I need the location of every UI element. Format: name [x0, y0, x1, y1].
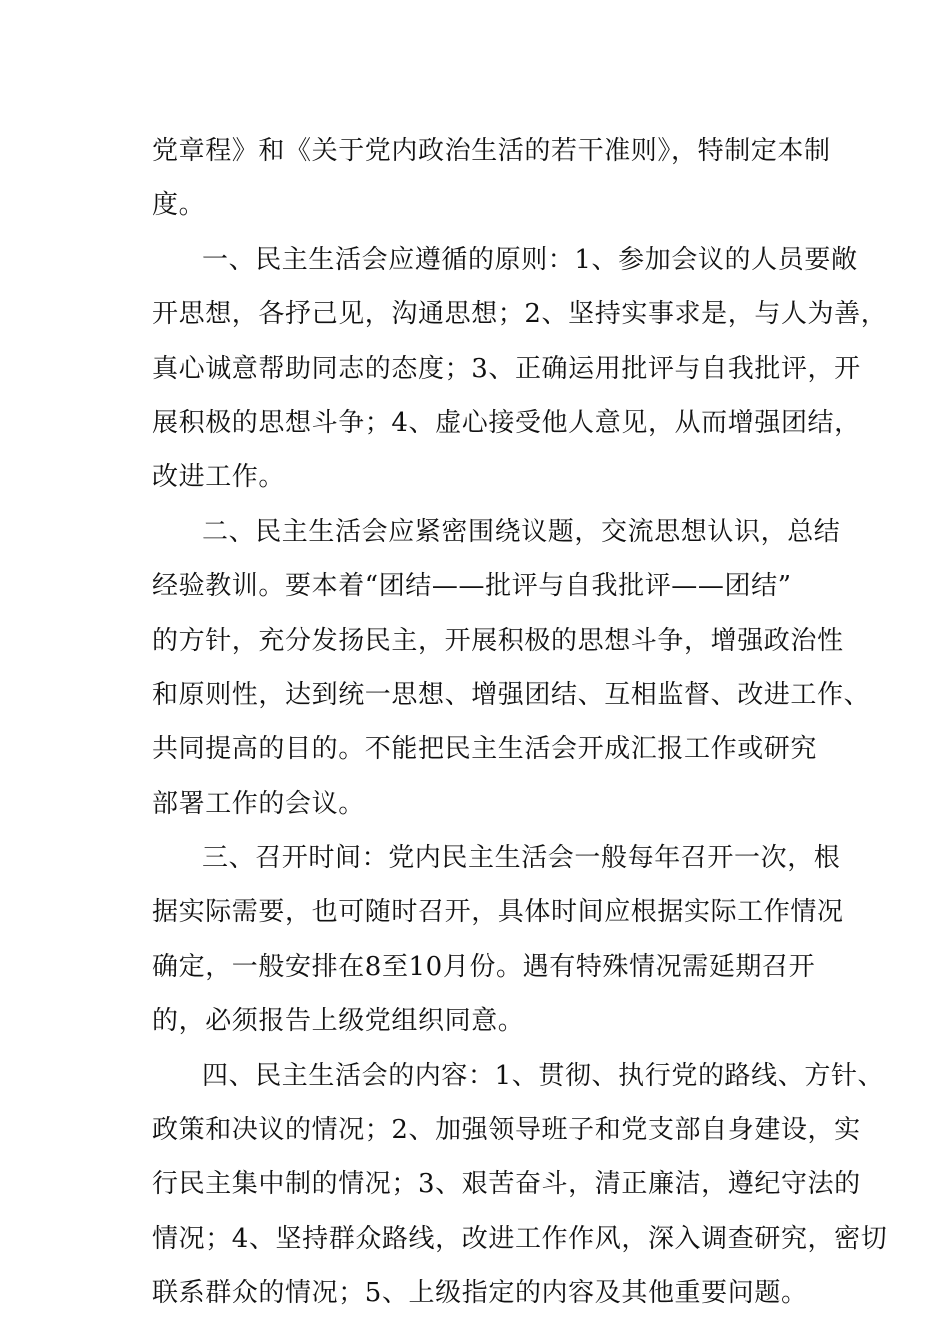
text-line: 确定，一般安排在8至10月份。遇有特殊情况需延期召开: [152, 951, 816, 982]
text-line: 经验教训。要本着“团结——批评与自我批评——团结”: [152, 571, 792, 602]
text-line: 联系群众的情况；5、上级指定的内容及其他重要问题。: [152, 1278, 808, 1309]
text-line: 行民主集中制的情况；3、艰苦奋斗，清正廉洁，遵纪守法的: [152, 1169, 861, 1200]
text-line: 改进工作。: [152, 462, 286, 493]
text-line: 和原则性，达到统一思想、增强团结、互相监督、改进工作、: [152, 679, 871, 710]
section-3-heading-line: 三、召开时间：党内民主生活会一般每年召开一次，根: [202, 843, 841, 874]
text-line: 的方针，充分发扬民主，开展积极的思想斗争，增强政治性: [152, 625, 844, 656]
text-line: 党章程》和《关于党内政治生活的若干准则》，特制定本制: [152, 136, 831, 166]
text-line: 真心诚意帮助同志的态度；3、正确运用批评与自我批评，开: [152, 353, 861, 384]
text-line: 部署工作的会议。: [152, 788, 365, 819]
section-2-heading-line: 二、民主生活会应紧密围绕议题，交流思想认识，总结: [202, 516, 841, 547]
text-line: 展积极的思想斗争；4、虚心接受他人意见，从而增强团结，: [152, 407, 861, 438]
text-line: 情况；4、坚持群众路线，改进工作作风，深入调查研究，密切: [152, 1223, 888, 1254]
text-line: 政策和决议的情况；2、加强领导班子和党支部自身建设，实: [152, 1115, 861, 1146]
text-line: 度。: [152, 190, 206, 221]
text-line: 据实际需要，也可随时召开，具体时间应根据实际工作情况: [152, 897, 844, 928]
text-line: 开思想，各抒己见，沟通思想；2、坚持实事求是，与人为善，: [152, 299, 888, 330]
section-4-heading-line: 四、民主生活会的内容：1、贯彻、执行党的路线、方针、: [202, 1060, 885, 1091]
text-line: 的，必须报告上级党组织同意。: [152, 1006, 525, 1037]
section-1-heading-line: 一、民主生活会应遵循的原则：1、参加会议的人员要敞: [202, 244, 858, 275]
text-line: 共同提高的目的。不能把民主生活会开成汇报工作或研究: [152, 734, 818, 765]
document-body: [152, 124, 888, 1321]
